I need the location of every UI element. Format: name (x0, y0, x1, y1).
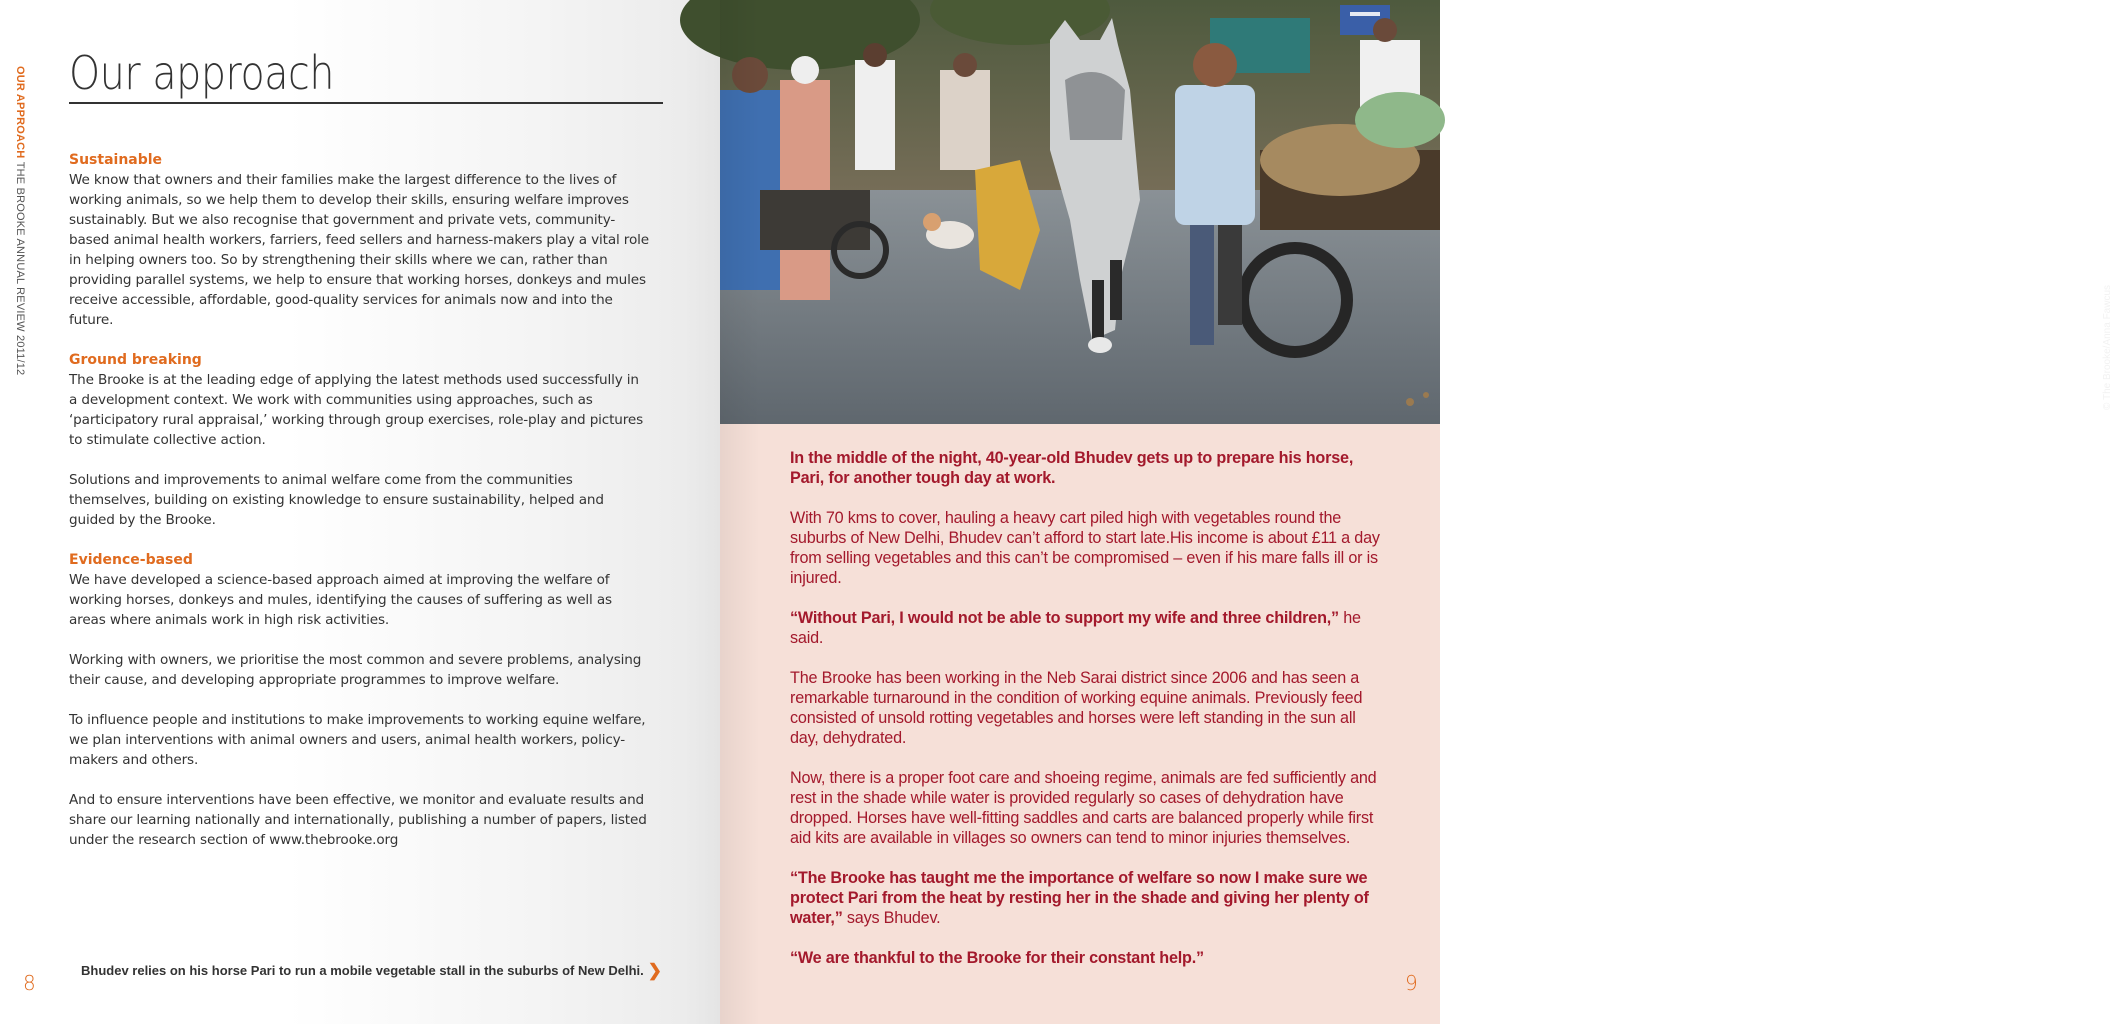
section-sustainable (69, 150, 649, 330)
section-paragraph: To influence people and institutions to make improvements to working equine welfare, we plan interventions with animal owners and users, animal health workers, policy-makers and others. (69, 712, 646, 768)
story-paragraph (790, 948, 1380, 968)
story-bold-text: “The Brooke has taught me the importance of welfare so now I make sure we protect Pari from the heat by resting her in the shade and giving her plenty of water,” (790, 869, 1369, 927)
market-photo-illustration (720, 0, 1440, 424)
story-text: he said. (790, 609, 1361, 647)
approach-body (69, 150, 649, 870)
story-paragraph (790, 508, 1380, 588)
story-text: says Bhudev. (842, 909, 941, 927)
page-title: Our approach (69, 46, 335, 100)
story-text: With 70 kms to cover, hauling a heavy cart piled high with vegetables round the suburbs of New Delhi, Bhudev can’t afford to start late.His income is about £11 a day from selling vegetables and this can’t be compromised – even if his mare falls ill or is injured. (790, 509, 1380, 587)
section-heading: Ground breaking (69, 352, 202, 368)
page-number-right: 9 (1405, 971, 1418, 995)
section-paragraph: The Brooke is at the leading edge of applying the latest methods used successfully in a development context. We work with communities using approaches, such as ‘participatory rural appraisal,’ working through group exercises, role-play and pictures to stimulate collective action. (69, 372, 644, 448)
section-ground-breaking (69, 350, 649, 530)
story-bold-text: “We are thankful to the Brooke for their constant help.” (790, 949, 1204, 967)
story-bold-text: In the middle of the night, 40-year-old Bhudev gets up to prepare his horse, Pari, for another tough day at work. (790, 449, 1354, 487)
story-paragraph (790, 668, 1380, 748)
spine-label (14, 66, 26, 375)
photo-credit: © The Brooke/Anna Fawcus (2102, 284, 2113, 410)
section-heading: Evidence-based (69, 552, 193, 568)
photo-caption-text: Bhudev relies on his horse Pari to run a mobile vegetable stall in the suburbs of New Delhi. (81, 963, 644, 978)
left-page (0, 0, 720, 1024)
story-paragraph (790, 868, 1380, 928)
section-paragraph: We know that owners and their families make the largest difference to the lives of working animals, so we help them to develop their skills, ensuring welfare improves sustainably. But we also recognise that government and private vets, community-based animal health workers, farriers, feed sellers and harness-makers play a vital role in helping owners too. So by strengthening their skills where we can, rather than providing parallel systems, we help to ensure that working horses, donkeys and mules receive accessible, affordable, good-quality services for animals now and into the future. (69, 172, 649, 328)
title-divider (69, 102, 663, 104)
section-evidence-based (69, 550, 649, 850)
section-paragraph: Solutions and improvements to animal welfare come from the communities themselves, building on existing knowledge to ensure sustainability, helped and guided by the Brooke. (69, 472, 604, 528)
spine-section-label: OUR APPROACH (14, 66, 26, 159)
photo-caption (81, 961, 662, 981)
story-body (790, 448, 1380, 988)
section-heading: Sustainable (69, 152, 163, 168)
story-paragraph (790, 768, 1380, 848)
spine-publication-label: THE BROOKE ANNUAL REVIEW 2011/12 (14, 161, 26, 376)
story-text: Now, there is a proper foot care and shoeing regime, animals are fed sufficiently and rest in the shade while water is provided regularly so cases of dehydration have dropped. Horses have well-fitting saddles and carts are balanced properly while first aid kits are available in villages so owners can tend to minor injuries themselves. (790, 769, 1377, 847)
market-photo (720, 0, 1440, 424)
section-paragraph: We have developed a science-based approach aimed at improving the welfare of working horses, donkeys and mules, identifying the causes of suffering as well as areas where animals work in high risk activities. (69, 572, 612, 628)
story-text: The Brooke has been working in the Neb Sarai district since 2006 and has seen a remarkable turnaround in the condition of working equine animals. Previously feed consisted of unsold rotting vegetables and horses were left standing in the sun all day, dehydrated. (790, 669, 1363, 747)
section-paragraph: Working with owners, we prioritise the most common and severe problems, analysing their cause, and developing appropriate programmes to improve welfare. (69, 652, 642, 688)
page-number-left: 8 (23, 971, 36, 995)
chevron-right-icon: ❯ (647, 961, 662, 980)
story-paragraph (790, 448, 1380, 488)
section-paragraph: And to ensure interventions have been effective, we monitor and evaluate results and share our learning nationally and internationally, publishing a number of papers, listed under the research section of www.thebrooke.org (69, 792, 647, 848)
story-bold-text: “Without Pari, I would not be able to support my wife and three children,” (790, 609, 1339, 627)
story-paragraph (790, 608, 1380, 648)
